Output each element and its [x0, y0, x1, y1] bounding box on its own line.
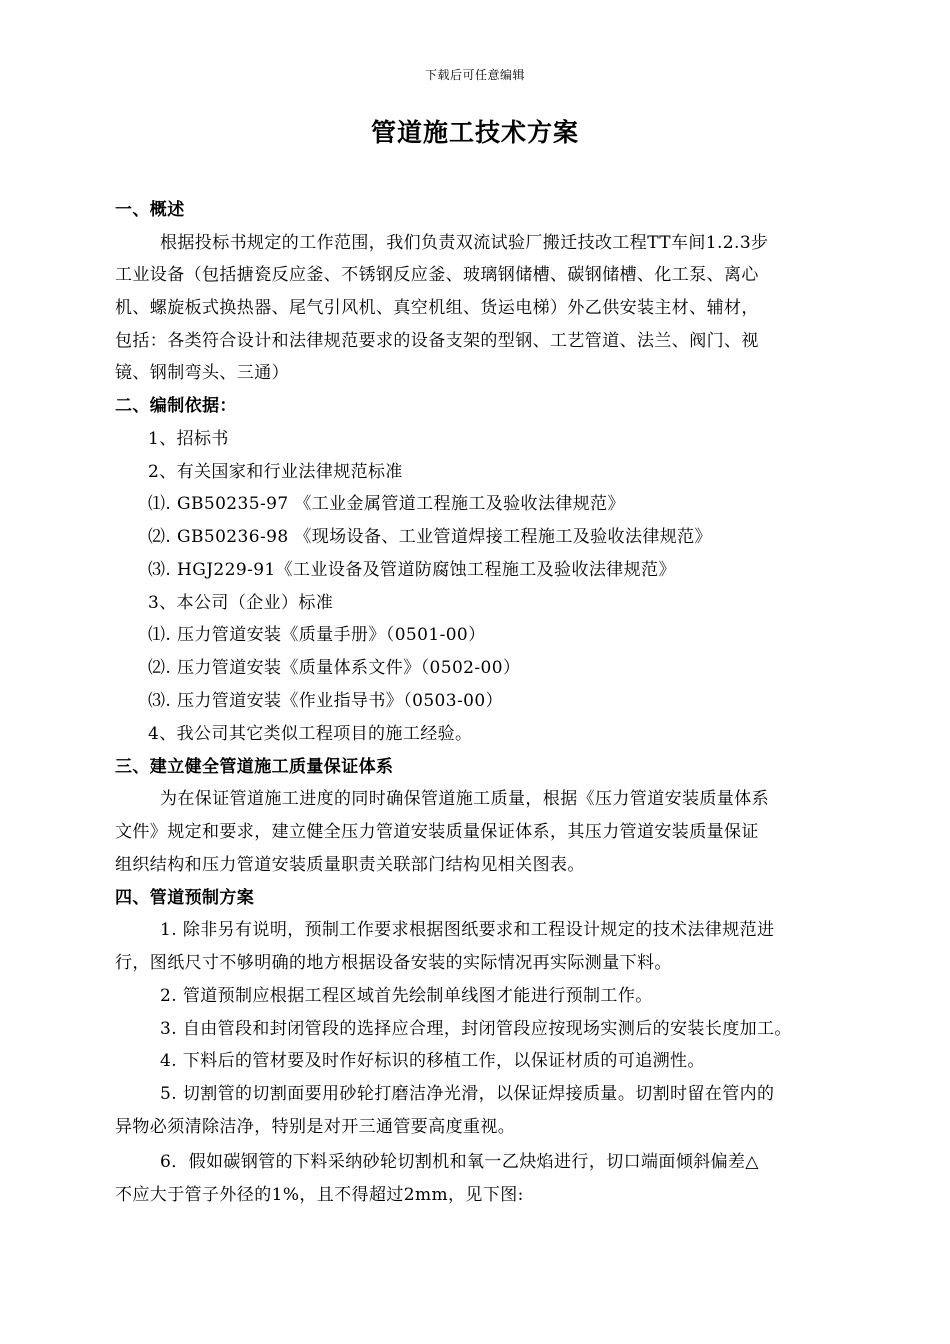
paragraph-line: 机、螺旋板式换热器、尾气引风机、真空机组、货运电梯）外乙供安装主材、辅材，: [115, 298, 759, 318]
paragraph-line: 不应大于管子外径的1%，且不得超过2mm，见下图:: [115, 1185, 524, 1205]
paragraph-line: 4. 下料后的管材要及时作好标识的移植工作，以保证材质的可追溯性。: [160, 1051, 705, 1071]
paragraph-line: 组织结构和压力管道安装质量职责关联部门结构见相关图表。: [115, 855, 585, 875]
paragraph-line: 根据投标书规定的工作范围，我们负责双流试验厂搬迁技改工程TT车间1.2.3步: [160, 233, 769, 253]
list-item: ⑴. 压力管道安装《质量手册》（0501-00）: [148, 625, 486, 645]
paragraph-line: 3. 自由管段和封闭管段的选择应合理，封闭管段应按现场实测后的安装长度加工。: [160, 1019, 792, 1039]
section-heading-prefabrication: 四、管道预制方案: [115, 888, 255, 908]
section-heading-quality-system: 三、建立健全管道施工质量保证体系: [115, 757, 394, 777]
list-item: 3、本公司（企业）标准: [148, 593, 334, 613]
paragraph-line: 包括：各类符合设计和法律规范要求的设备支架的型钢、工艺管道、法兰、阀门、视: [115, 331, 759, 351]
paragraph-line: 文件》规定和要求，建立健全压力管道安装质量保证体系，其压力管道安装质量保证: [115, 822, 759, 842]
list-item: 4、我公司其它类似工程项目的施工经验。: [148, 724, 473, 744]
paragraph-line: 1. 除非另有说明，预制工作要求根据图纸要求和工程设计规定的技术法律规范进: [160, 920, 775, 940]
paragraph-line: 异物必须清除洁净，特别是对开三通管要高度重视。: [115, 1117, 516, 1137]
paragraph-line: 行，图纸尺寸不够明确的地方根据设备安装的实际情况再实际测量下料。: [115, 953, 672, 973]
paragraph-line: 2. 管道预制应根据工程区域首先绘制单线图才能进行预制工作。: [160, 986, 653, 1006]
list-item: 2、有关国家和行业法律规范标准: [148, 462, 403, 482]
section-heading-overview: 一、概述: [115, 200, 185, 220]
paragraph-line: 为在保证管道施工进度的同时确保管道施工质量，根据《压力管道安装质量体系: [160, 789, 769, 809]
paragraph-line: 镜、钢制弯头、三通）: [115, 363, 289, 383]
paragraph-line: 工业设备（包括搪瓷反应釜、不锈钢反应釜、玻璃钢储槽、碳钢储槽、化工泵、离心: [115, 265, 759, 285]
paragraph-line: 5. 切割管的切割面要用砂轮打磨洁净光滑，以保证焊接质量。切割时留在管内的: [160, 1084, 775, 1104]
header-note: 下载后可任意编辑: [424, 68, 525, 82]
list-item: ⑵. GB50236-98 《现场设备、工业管道焊接工程施工及验收法律规范》: [148, 527, 712, 547]
document-title: 管道施工技术方案: [370, 118, 579, 147]
list-item: ⑴. GB50235-97 《工业金属管道工程施工及验收法律规范》: [148, 494, 625, 514]
list-item: ⑵. 压力管道安装《质量体系文件》（0502-00）: [148, 658, 521, 678]
list-item: 1、招标书: [148, 429, 229, 449]
list-item: ⑶. HGJ229-91《工业设备及管道防腐蚀工程施工及验收法律规范》: [148, 560, 676, 580]
paragraph-line: 6．假如碳钢管的下料采纳砂轮切割机和氧一乙炔焰进行，切口端面倾斜偏差△: [160, 1152, 759, 1172]
list-item: ⑶. 压力管道安装《作业指导书》（0503-00）: [148, 691, 503, 711]
section-heading-basis: 二、编制依据：: [115, 396, 237, 416]
